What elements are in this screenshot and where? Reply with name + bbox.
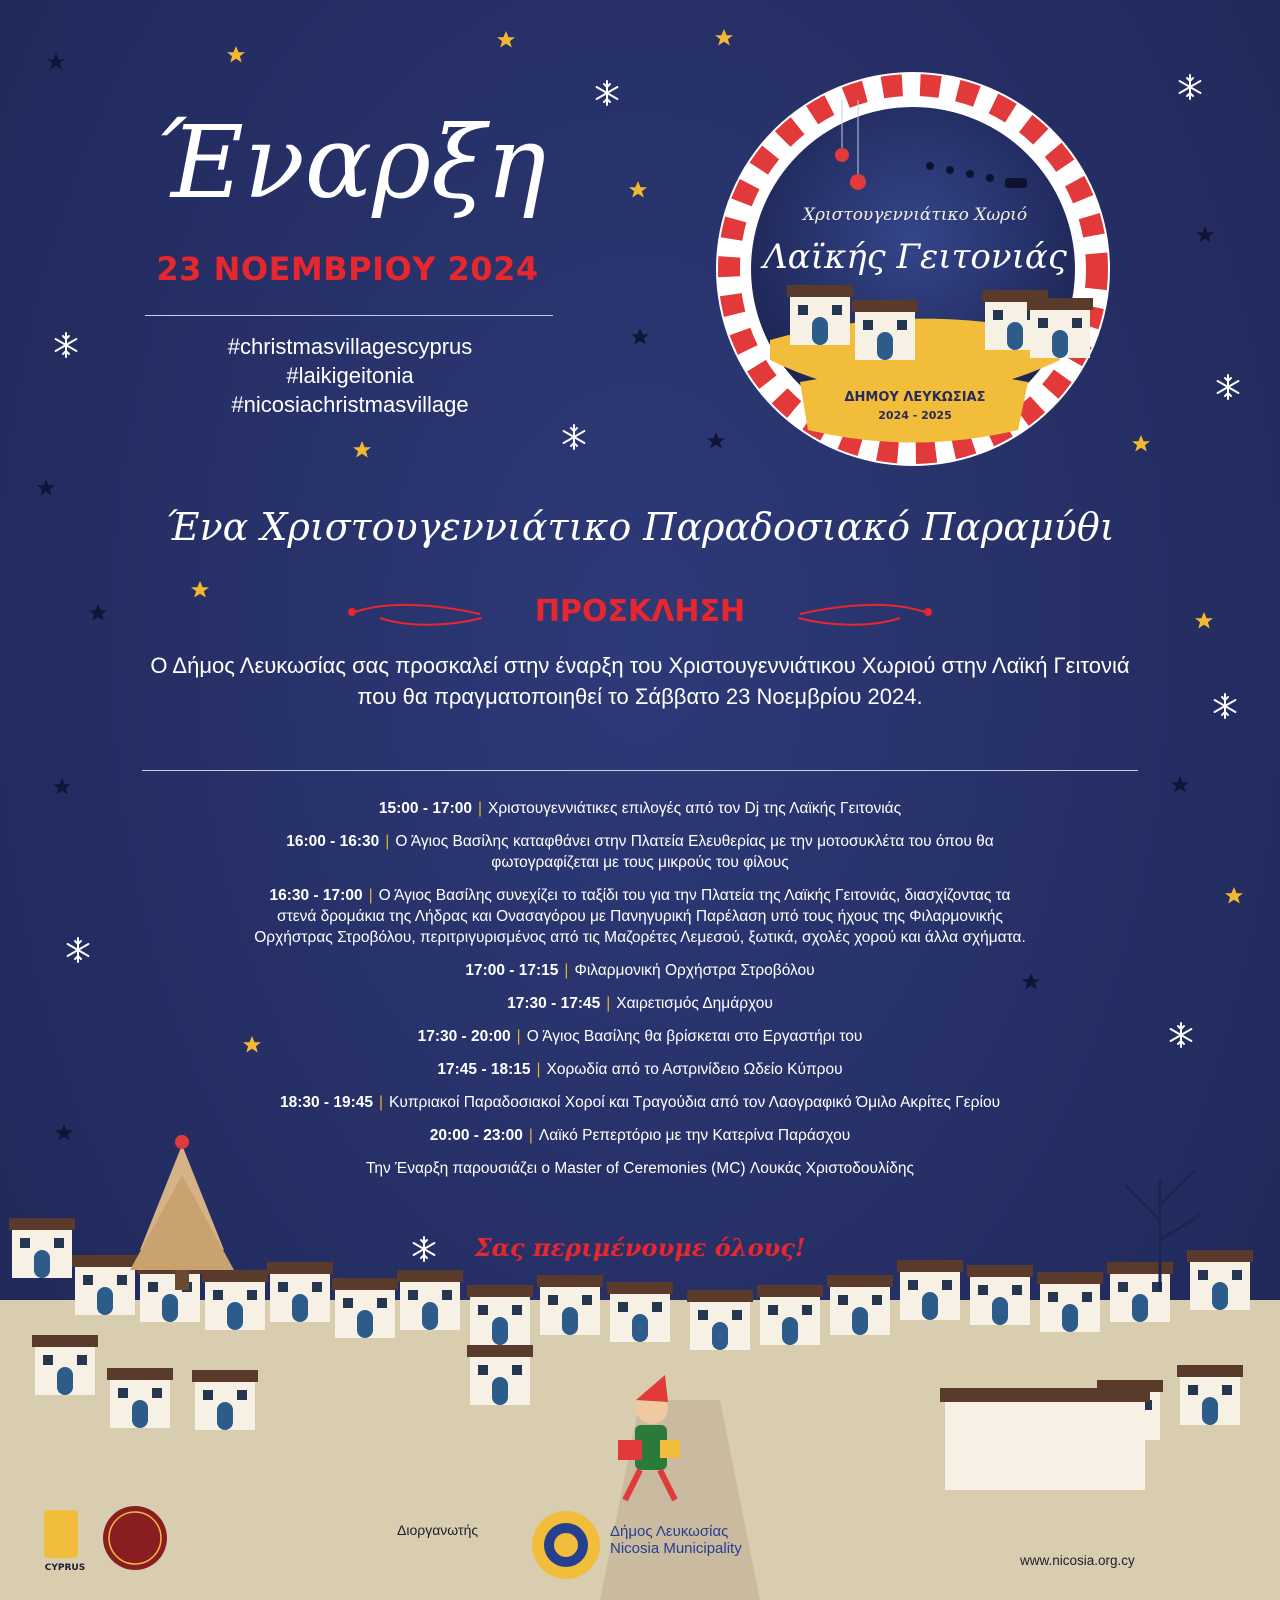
schedule-desc: Λαϊκό Ρεπερτόριο με την Κατερίνα Παράσχου: [538, 1127, 851, 1144]
schedule-time: 15:00 - 17:00: [378, 800, 472, 817]
schedule-row: 18:30 - 19:45 | Κυπριακοί Παραδοσιακοί Χοροί και Τραγούδια από τον Λαογραφικό Όμιλο Ακρίτες Γερίου: [279, 1094, 1001, 1111]
schedule-row: 17:45 - 18:15 | Χορωδία από το Αστρινίδειο Ωδείο Κύπρου: [437, 1061, 843, 1078]
invitation-heading: ΠΡΟΣΚΛΗΣΗ: [534, 594, 746, 629]
hashtag: #christmasvillagescyprus: [227, 334, 473, 359]
event-schedule: [150, 798, 1130, 1179]
schedule-row: 15:00 - 17:00 | Χριστουγεννιάτικες επιλογές από τον Dj της Λαϊκής Γειτονιάς: [378, 800, 902, 817]
schedule-desc: Κυπριακοί Παραδοσιακοί Χοροί και Τραγούδια από τον Λαογραφικό Όμιλο Ακρίτες Γερίου: [389, 1094, 1001, 1111]
mc-line: Την Έναρξη παρουσιάζει ο Master of Ceremonies (MC) Λουκάς Χριστοδουλίδης: [366, 1160, 914, 1177]
schedule-desc: φωτογραφίζεται με τους μικρούς του φίλους: [491, 854, 789, 871]
hashtag: #nicosiachristmasvillage: [231, 392, 469, 417]
love-cyprus-logo: [44, 1510, 78, 1558]
schedule-row: 17:30 - 20:00 | Ο Άγιος Βασίλης θα βρίσκεται στο Εργαστήρι του: [417, 1028, 863, 1045]
schedule-row: 17:00 - 17:15 | Φιλαρμονική Ορχήστρα Στροβόλου: [465, 962, 815, 979]
badge-years: 2024 - 2025: [878, 409, 952, 422]
municipality-name-greek: Δήμος Λευκωσίας: [610, 1523, 729, 1540]
schedule-desc: Χριστουγεννιάτικες επιλογές από τον Dj της Λαϊκής Γειτονιάς: [488, 800, 902, 817]
schedule-desc: Χορωδία από το Αστρινίδειο Ωδείο Κύπρου: [546, 1061, 843, 1078]
cyprus-logo-label: CYPRUS: [44, 1563, 86, 1573]
website-url: www.nicosia.org.cy: [1020, 1553, 1135, 1568]
schedule-desc: Ορχήστρας Στροβόλου, περιτριγυρισμένος από τις Μαζορέτες Λεμεσού, ξωτικά, σχολές χορού και άλλα σχήματα.: [254, 929, 1026, 946]
schedule-row: 16:30 - 17:00 | Ο Άγιος Βασίλης συνεχίζει το ταξίδι του για την Πλατεία της Λαϊκής Γειτονιάς, διασχίζοντας τα στενά δρομάκια της Λήδρας και Ονασαγόρου με Πανηγυρική Παρέλαση υπό τους ήχους της Φιλαρμονικής Ορχήστρας Στροβόλου, περιτριγυρισμένος από τις Μαζορέτες Λεμεσού, ξωτικά, σχολές χορού και άλλα σχήματα.: [150, 885, 1130, 948]
schedule-row: 17:30 - 17:45 | Χαιρετισμός Δημάρχου: [507, 995, 773, 1012]
invitation-text: Ο Δήμος Λευκωσίας σας προσκαλεί στην έναρξη του Χριστουγεννιάτικου Χωριού στην Λαϊκή Γειτονιά που θα πραγματοποιηθεί το Σάββατο 23 Νοεμβρίου 2024.: [150, 653, 1130, 709]
badge-title-large: Λαϊκής Γειτονιάς: [763, 237, 1067, 277]
ornament-divider-right: [798, 605, 931, 625]
schedule-desc: Ο Άγιος Βασίλης θα βρίσκεται στο Εργαστήρι του: [526, 1028, 863, 1045]
schedule-time: 17:00 - 17:15: [465, 962, 559, 979]
schedule-time: 17:30 - 20:00: [417, 1028, 511, 1045]
hashtag: #laikigeitonia: [286, 363, 414, 388]
christmas-village-logo: [103, 1506, 167, 1570]
divider-line: [142, 770, 1138, 771]
schedule-desc: στενά δρομάκια της Λήδρας και Ονασαγόρου με Πανηγυρική Παρέλαση υπό τους ήχους της Φιλαρμονικής: [277, 908, 1003, 925]
schedule-desc: Ο Άγιος Βασίλης καταφθάνει στην Πλατεία Ελευθερίας με την μοτοσυκλέτα του όπου θα: [395, 833, 994, 850]
ornament-divider-left: [349, 605, 482, 625]
schedule-desc: Φιλαρμονική Ορχήστρα Στροβόλου: [574, 962, 815, 979]
schedule-row: 16:00 - 16:30 | Ο Άγιος Βασίλης καταφθάνει στην Πλατεία Ελευθερίας με την μοτοσυκλέτα του όπου θα φωτογραφίζεται με τους μικρούς του φίλους: [150, 831, 1130, 873]
closing-message: Σας περιμένουμε όλους!: [474, 1233, 806, 1262]
schedule-time: 17:45 - 18:15: [437, 1061, 531, 1078]
schedule-time: 17:30 - 17:45: [507, 995, 601, 1012]
schedule-desc: Χαιρετισμός Δημάρχου: [616, 995, 773, 1012]
opening-title: Έναρξη: [153, 104, 547, 221]
schedule-time: 18:30 - 19:45: [279, 1094, 374, 1111]
schedule-row: 20:00 - 23:00 | Λαϊκό Ρεπερτόριο με την Κατερίνα Παράσχου: [429, 1127, 851, 1144]
event-subtitle: Ένα Χριστουγεννιάτικο Παραδοσιακό Παραμύθι: [165, 505, 1115, 549]
schedule-time: 16:30 - 17:00: [269, 887, 363, 904]
schedule-desc: Ο Άγιος Βασίλης συνεχίζει το ταξίδι του για την Πλατεία της Λαϊκής Γειτονιάς, διασχίζοντας τα: [378, 887, 1011, 904]
divider-line: [145, 315, 553, 316]
badge-title-small: Χριστουγεννιάτικο Χωριό: [802, 205, 1028, 225]
organizer-label: Διοργανωτής: [397, 1522, 479, 1538]
municipality-name-english: Nicosia Municipality: [610, 1540, 742, 1557]
hashtag-list: [140, 332, 560, 419]
schedule-time: 16:00 - 16:30: [286, 833, 380, 850]
opening-date: 23 ΝΟΕΜΒΡΙΟΥ 2024: [156, 250, 539, 288]
nicosia-municipality-logo: [532, 1511, 600, 1579]
schedule-time: 20:00 - 23:00: [429, 1127, 523, 1144]
badge-organizer: ΔΗΜΟΥ ΛΕΥΚΩΣΙΑΣ: [844, 390, 986, 405]
